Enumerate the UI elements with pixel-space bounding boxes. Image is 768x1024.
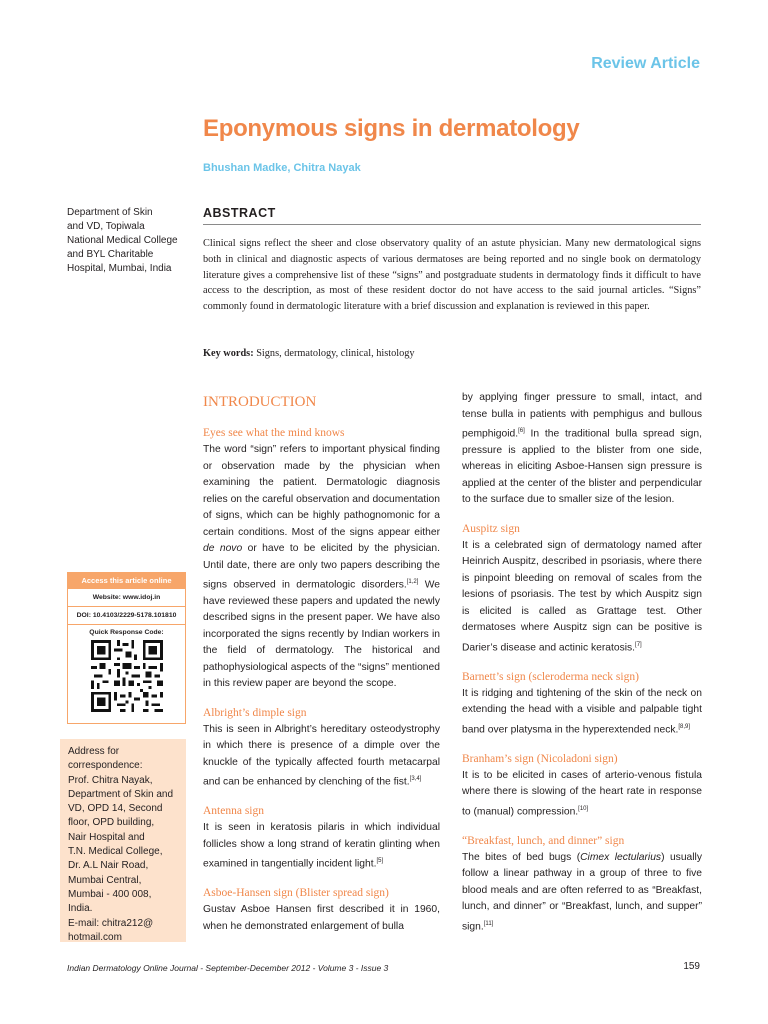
subheading-eyes: Eyes see what the mind knows [203, 427, 345, 439]
subheading-antenna: Antenna sign [203, 805, 265, 818]
correspondence-box: Address for correspondence: Prof. Chitra Nayak, Department of Skin and VD, OPD 14, Second floor, OPD building, Nair Hospital and T.N. Medical College, Dr. A.L Nair Road, Mumbai Central, Mumbai - 400 008, India. E-mail: chitra212@ hotmail.com [60, 739, 186, 942]
access-website[interactable]: Website: www.idoj.in [68, 589, 185, 607]
qr-code-icon[interactable] [91, 640, 163, 712]
paragraph-breakfast: The bites of bed bugs (Cimex lectularius) usually follow a linear pathway in a group of three to five blood meals and are often referred to as “Breakfast, lunch, and dinner” or “Breakfast, lunch, and supper” sign.[11] [462, 851, 702, 933]
paragraph-branham: It is to be elicited in cases of arterio-venous fistula where there is slowing of the heart rate in response to (manual) compression.[10] [462, 769, 702, 818]
access-doi[interactable]: DOI: 10.4103/2229-5178.101810 [68, 607, 185, 625]
access-heading: Access this article online [68, 573, 185, 589]
page-number: 159 [683, 961, 700, 972]
paragraph-eyes: The word “sign” refers to important physical finding or observation made by the physician when examining the patient. Dermatologic diagnosis relies on the careful observation and documentation of signs, which can be highly pathognomonic for a certain conditions. Most of the signs appear either de novo or have to be elicited by the physician. Until date, there are only two papers describing the signs observed in dermatologic disorders.[1,2] We have reviewed these papers and updated the newly described signs in the present paper. We have also incorporated the signs recently by Indian workers in the field of dermatology. The historical and pathophysiological aspects of the “signs” mentioned in this review paper are beyond the scope. [203, 444, 441, 690]
footer-journal: Indian Dermatology Online Journal - September-December 2012 - Volume 3 - Issue 3 [67, 963, 389, 973]
article-authors: Bhushan Madke, Chitra Nayak [203, 162, 361, 174]
qr-label: Quick Response Code: [89, 629, 164, 636]
abstract-divider [203, 224, 701, 225]
keywords [203, 348, 701, 359]
paragraph-barnett: It is ridging and tightening of the skin of the neck on extending the head with a visible and palpable tight band over platysma in the hyperextended neck.[8,9] [462, 687, 702, 736]
article-title: Eponymous signs in dermatology [203, 115, 580, 142]
access-online-box [67, 572, 186, 724]
keywords-list: Signs, dermatology, clinical, histology [253, 348, 415, 359]
column-right [462, 390, 702, 950]
subheading-branham: Branham’s sign (Nicoladoni sign) [462, 752, 618, 765]
subheading-auspitz: Auspitz sign [462, 522, 520, 535]
paragraph-asboe: Gustav Asboe Hansen first described it in 1960, when he demonstrated enlargement of bulla [203, 904, 440, 932]
abstract-text: Clinical signs reflect the sheer and close observatory quality of an astute physician. Many new dermatological signs both in clinical and diagnostic aspects of various dermatoses are being reported and no single book on dermatology literature gives a comprehensive list of these “signs” and postgraduate students in dermatology finds it difficult to have access to the description, as most of these resident doctor do not have access to the said journal articles. “Signs” commonly found in dermatologic literature with a brief discussion and explanation is reviewed in this paper. [203, 238, 701, 313]
author-affiliation: Department of Skin and VD, Topiwala National Medical College and BYL Charitable Hospital, Mumbai, India [67, 207, 178, 274]
paragraph-antenna: It is seen in keratosis pilaris in which individual follicles show a long strand of keratin glinting when examined in tangentially incident light.[5] [203, 822, 440, 870]
section-label: Review Article [591, 55, 700, 72]
subheading-breakfast: “Breakfast, lunch, and dinner” sign [462, 834, 625, 847]
subheading-asboe: Asboe-Hansen sign (Blister spread sign) [203, 887, 389, 900]
abstract-heading: ABSTRACT [203, 206, 276, 220]
keywords-label: Key words: [203, 348, 254, 359]
column-left [203, 390, 440, 949]
subheading-barnett: Barnett’s sign (scleroderma neck sign) [462, 670, 639, 683]
introduction-heading: INTRODUCTION [203, 394, 317, 410]
subheading-albright: Albright’s dimple sign [203, 706, 307, 719]
paragraph-albright: This is seen in Albright’s hereditary osteodystrophy in which there is presence of a dimple over the knuckle of the typically affected fourth metacarpal and can be enhanced by clenching of the fist.[3,4] [203, 723, 440, 788]
paragraph-asboe-continued: by applying finger pressure to small, intact, and tense bulla in patients with pemphigus and bullous pemphigoid.[6] In the traditional bulla spread sign, pressure is applied to the blister from one side, whereas in eliciting Asboe-Hansen sign pressure is applied at the center of the blister and perpendicular to the surface due to smaller size of the lesion. [462, 392, 702, 506]
paragraph-auspitz: It is a celebrated sign of dermatology named after Heinrich Auspitz, described in psoriasis, where there is pinpoint bleeding on removal of scales from the lesions of psoriasis. The test by which Auspitz sign is elicited is called as Grattage test. Other dermatoses where Auspitz sign can be positive is Darier’s disease and actinic keratosis.[7] [462, 539, 702, 654]
